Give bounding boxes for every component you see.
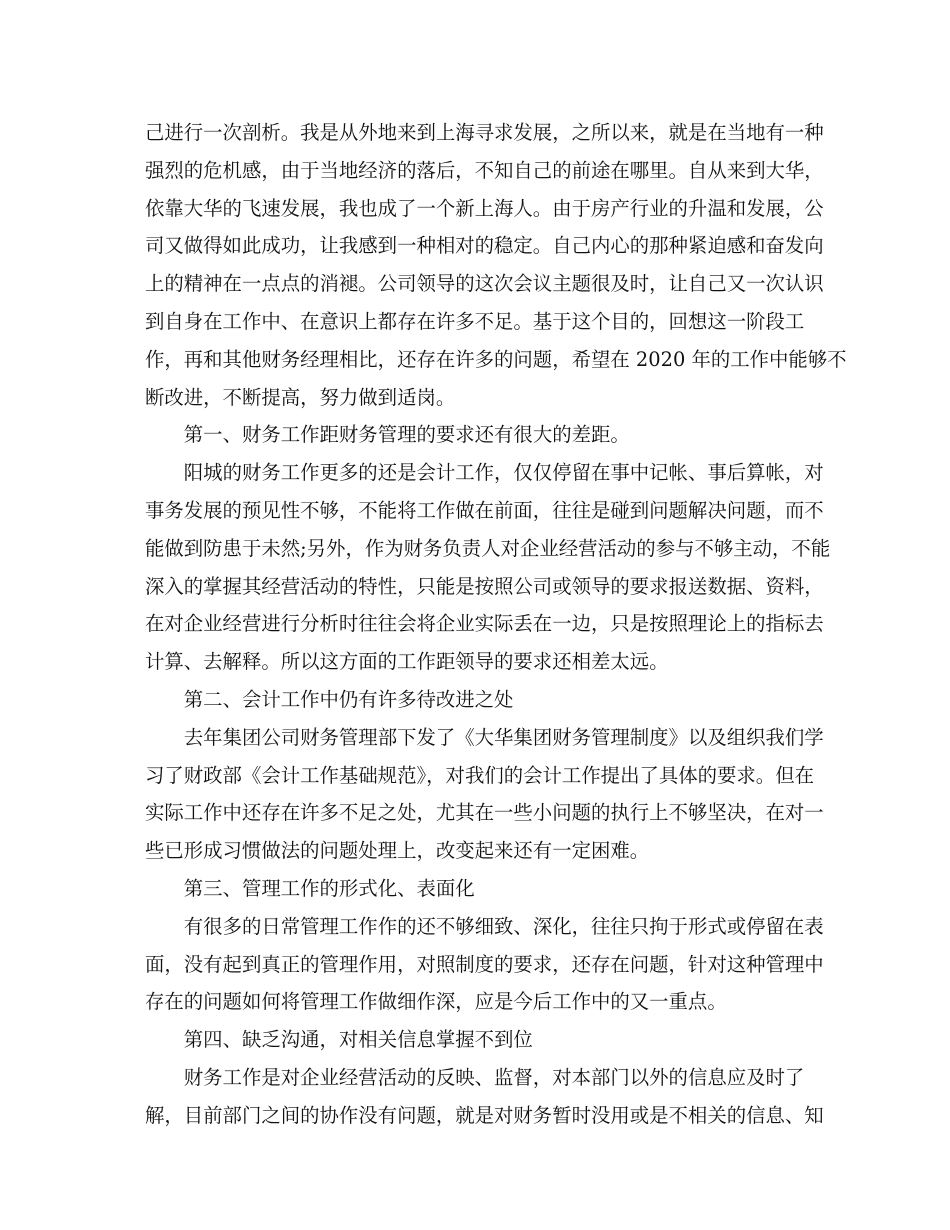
paragraph-line: 作，再和其他财务经理相比，还存在许多的问题，希望在 2020 年的工作中能够不 xyxy=(145,347,847,371)
paragraph-line: 些已形成习惯做法的问题处理上，改变起来还有一定困难。 xyxy=(145,839,650,863)
paragraph-line: 计算、去解释。所以这方面的工作距领导的要求还相差太远。 xyxy=(145,650,669,674)
paragraph-line: 有很多的日常管理工作作的还不够细致、深化，往往只拘于形式或停留在表 xyxy=(183,914,824,938)
body-paragraph xyxy=(145,1059,824,1135)
section-heading xyxy=(145,870,803,908)
paragraph-line: 深入的掌握其经营活动的特性，只能是按照公司或领导的要求报送数据、资料， xyxy=(145,574,824,598)
section-heading xyxy=(145,681,803,719)
paragraph-line: 上的精神在一点点的消褪。公司领导的这次会议主题很及时，让自己又一次认识 xyxy=(145,272,824,296)
heading-text: 第三、管理工作的形式化、表面化 xyxy=(183,876,475,900)
paragraph-line: 事务发展的预见性不够，不能将工作做在前面，往往是碰到问题解决问题，而不 xyxy=(145,498,824,522)
document-body xyxy=(145,114,847,1135)
paragraph-line: 能做到防患于未然;另外，作为财务负责人对企业经营活动的参与不够主动，不能 xyxy=(145,536,831,560)
section-heading xyxy=(145,416,803,454)
body-paragraph xyxy=(145,114,847,416)
paragraph-line: 到自身在工作中、在意识上都存在许多不足。基于这个目的，回想这一阶段工 xyxy=(145,309,805,333)
paragraph-line: 在对企业经营进行分析时往往会将企业实际丢在一边，只是按照理论上的指标去 xyxy=(145,612,824,636)
paragraph-line: 强烈的危机感，由于当地经济的落后，不知自己的前途在哪里。自从来到大华， xyxy=(145,158,824,182)
heading-text: 第二、会计工作中仍有许多待改进之处 xyxy=(183,687,514,711)
paragraph-line: 解，目前部门之间的协作没有问题，就是对财务暂时没用或是不相关的信息、知 xyxy=(145,1103,824,1127)
paragraph-line: 存在的问题如何将管理工作做细作深，应是今后工作中的又一重点。 xyxy=(145,990,727,1014)
body-paragraph xyxy=(145,908,824,1021)
paragraph-line: 阳城的财务工作更多的还是会计工作，仅仅停留在事中记帐、事后算帐，对 xyxy=(183,461,824,485)
paragraph-line: 实际工作中还存在许多不足之处，尤其在一些小问题的执行上不够坚决，在对一 xyxy=(145,801,824,825)
heading-text: 第四、缺乏沟通，对相关信息掌握不到位 xyxy=(183,1028,533,1052)
paragraph-line: 面，没有起到真正的管理作用，对照制度的要求，还存在问题，针对这种管理中 xyxy=(145,952,824,976)
section-heading xyxy=(145,1021,803,1059)
body-paragraph xyxy=(145,454,831,681)
paragraph-line: 己进行一次剖析。我是从外地来到上海寻求发展，之所以来，就是在当地有一种 xyxy=(145,121,824,144)
heading-text: 第一、财务工作距财务管理的要求还有很大的差距。 xyxy=(183,423,630,447)
paragraph-line: 财务工作是对企业经营活动的反映、监督，对本部门以外的信息应及时了 xyxy=(183,1065,805,1089)
paragraph-line: 司又做得如此成功，让我感到一种相对的稳定。自己内心的那种紧迫感和奋发向 xyxy=(145,234,824,258)
paragraph-line: 依靠大华的飞速发展，我也成了一个新上海人。由于房产行业的升温和发展，公 xyxy=(145,196,824,220)
paragraph-line: 断改进，不断提高，努力做到适岗。 xyxy=(145,385,456,409)
paragraph-line: 习了财政部《会计工作基础规范》，对我们的会计工作提出了具体的要求。但在 xyxy=(145,763,814,787)
body-paragraph xyxy=(145,719,824,870)
paragraph-line: 去年集团公司财务管理部下发了《大华集团财务管理制度》以及组织我们学 xyxy=(183,725,824,749)
